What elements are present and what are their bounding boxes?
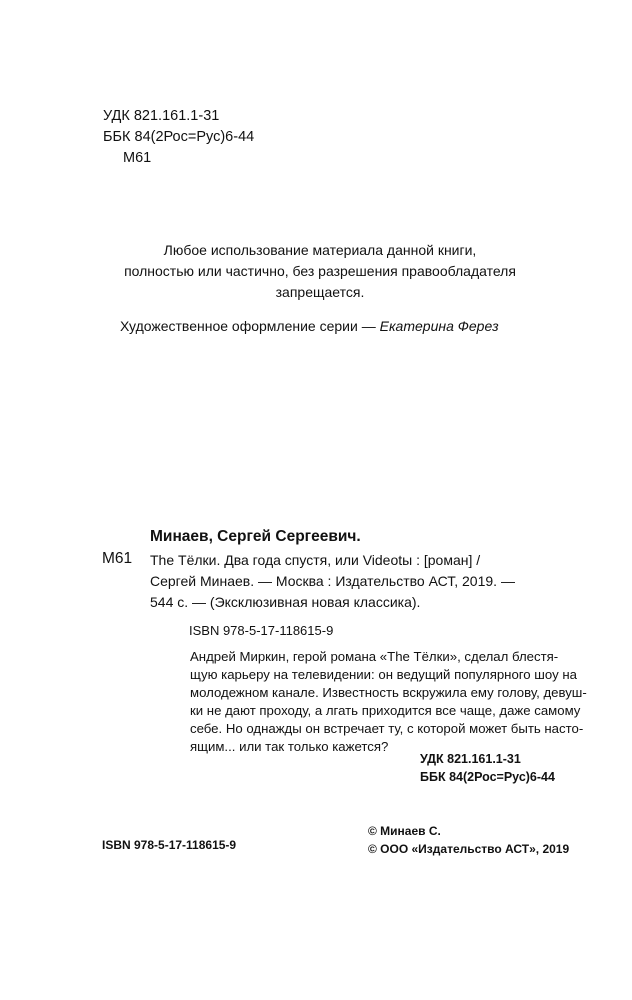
- record-isbn: ISBN 978-5-17-118615-9: [189, 623, 334, 638]
- copyright-holders: [368, 822, 569, 858]
- bibliographic-record: [150, 550, 560, 613]
- bbk-code: ББК 84(2Рос=Рус)6-44: [420, 770, 555, 784]
- isbn-footer: ISBN 978-5-17-118615-9: [102, 838, 237, 852]
- classification-codes-right: [420, 750, 555, 786]
- copyright-notice: [100, 240, 540, 303]
- udk-code: УДК 821.161.1-31: [420, 752, 521, 766]
- annotation-line: молодежном канале. Известность вскружила ему голову, девуш-: [190, 685, 587, 700]
- classification-codes: [103, 106, 254, 169]
- record-line: The Тёлки. Два года спустя, или Videotы : [роман] /: [150, 552, 481, 568]
- annotation-line: Андрей Миркин, герой романа «The Тёлки», сделал блестя-: [190, 649, 559, 664]
- book-annotation: [190, 648, 587, 756]
- notice-line: полностью или частично, без разрешения правообладателя: [124, 263, 516, 279]
- annotation-line: ящим... или так только кажется?: [190, 739, 389, 754]
- copyright-author: © Минаев С.: [368, 824, 441, 838]
- record-author: Минаев, Сергей Сергеевич.: [150, 528, 361, 545]
- record-author-mark: М61: [102, 550, 133, 567]
- bbk-code: ББК 84(2Рос=Рус)6-44: [103, 129, 255, 145]
- series-design-credit: [120, 318, 499, 334]
- record-line: Сергей Минаев. — Москва : Издательство АСТ, 2019. —: [150, 573, 515, 589]
- author-mark: М61: [123, 150, 152, 166]
- annotation-line: щую карьеру на телевидении: он ведущий популярного шоу на: [190, 667, 577, 682]
- copyright-publisher: © ООО «Издательство АСТ», 2019: [368, 842, 570, 856]
- udk-code: УДК 821.161.1-31: [103, 108, 220, 124]
- annotation-line: ки не дают проходу, а лгать приходится все чаще, даже самому: [190, 703, 581, 718]
- notice-line: запрещается.: [275, 284, 365, 300]
- designer-name: Екатерина Ферез: [379, 318, 499, 334]
- notice-line: Любое использование материала данной книги,: [163, 242, 477, 258]
- record-line: 544 с. — (Эксклюзивная новая классика).: [150, 594, 421, 610]
- design-credit-label: Художественное оформление серии —: [120, 318, 380, 334]
- annotation-line: себе. Но однажды он встречает ту, с которой может быть насто-: [190, 721, 584, 736]
